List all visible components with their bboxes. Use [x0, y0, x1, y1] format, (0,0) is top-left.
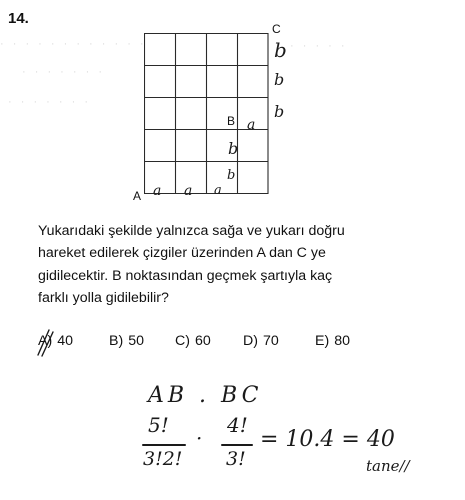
question-line: Yukarıdaki şekilde yalnızca sağa ve yukarı doğru — [38, 223, 345, 239]
option-value: 80 — [334, 333, 350, 349]
bleed-through-text: · · · · · · · — [22, 66, 105, 78]
segment-mark: b — [274, 38, 287, 62]
option-letter: A) — [38, 333, 53, 349]
bleed-through-text: · · · · · · · · · · · · — [0, 38, 147, 50]
option-value: 70 — [262, 333, 279, 349]
bleed-through-text: · · · · · — [290, 40, 348, 52]
option-letter: D) — [243, 333, 258, 349]
question-number: 14. — [8, 10, 29, 27]
option-value: 50 — [128, 333, 144, 349]
segment-mark: b — [227, 168, 236, 183]
handwritten-dot: · — [196, 426, 203, 450]
handwritten-fraction1-denominator: 3!2! — [143, 448, 183, 470]
bleed-through-text: · · · · · · · — [8, 96, 91, 108]
option-b[interactable] — [109, 333, 144, 349]
option-letter: C) — [175, 333, 190, 349]
handwritten-fraction2-numerator: 4! — [227, 413, 248, 437]
point-b-label: B — [227, 114, 236, 128]
handwritten-fraction1-numerator: 5! — [148, 413, 169, 437]
question-text — [38, 220, 383, 310]
segment-mark: a — [214, 183, 222, 198]
option-value: 40 — [57, 333, 73, 349]
handwritten-tane: tane// — [366, 457, 410, 475]
fraction-bar — [142, 444, 186, 446]
segment-mark: b — [274, 102, 285, 121]
option-d[interactable] — [243, 333, 279, 349]
segment-mark: a — [247, 117, 256, 133]
point-c-label: C — [272, 22, 281, 36]
handwritten-result: = 10.4 = 40 — [260, 427, 395, 452]
handwritten-ab-bc: AB . BC — [148, 383, 263, 408]
option-value: 60 — [194, 333, 211, 349]
question-line: hareket edilerek çizgiler üzerinden A dan C ye — [38, 245, 326, 262]
question-line: gidilecektir. B noktasından geçmek şartıyla kaç — [38, 267, 333, 284]
option-c[interactable] — [175, 333, 211, 349]
segment-mark: b — [274, 70, 285, 89]
option-letter: E) — [315, 333, 330, 349]
fraction-bar — [221, 444, 253, 446]
handwritten-fraction2-denominator: 3! — [226, 448, 246, 470]
segment-mark: a — [153, 183, 162, 199]
option-letter: B) — [109, 333, 124, 349]
segment-mark: b — [228, 139, 239, 158]
segment-mark: a — [184, 183, 193, 199]
option-e[interactable] — [315, 333, 350, 349]
question-line: farklı yolla gidilebilir? — [38, 290, 169, 307]
point-a-label: A — [133, 189, 142, 203]
selected-answer-mark — [32, 327, 60, 357]
grid-diagram — [144, 33, 270, 195]
